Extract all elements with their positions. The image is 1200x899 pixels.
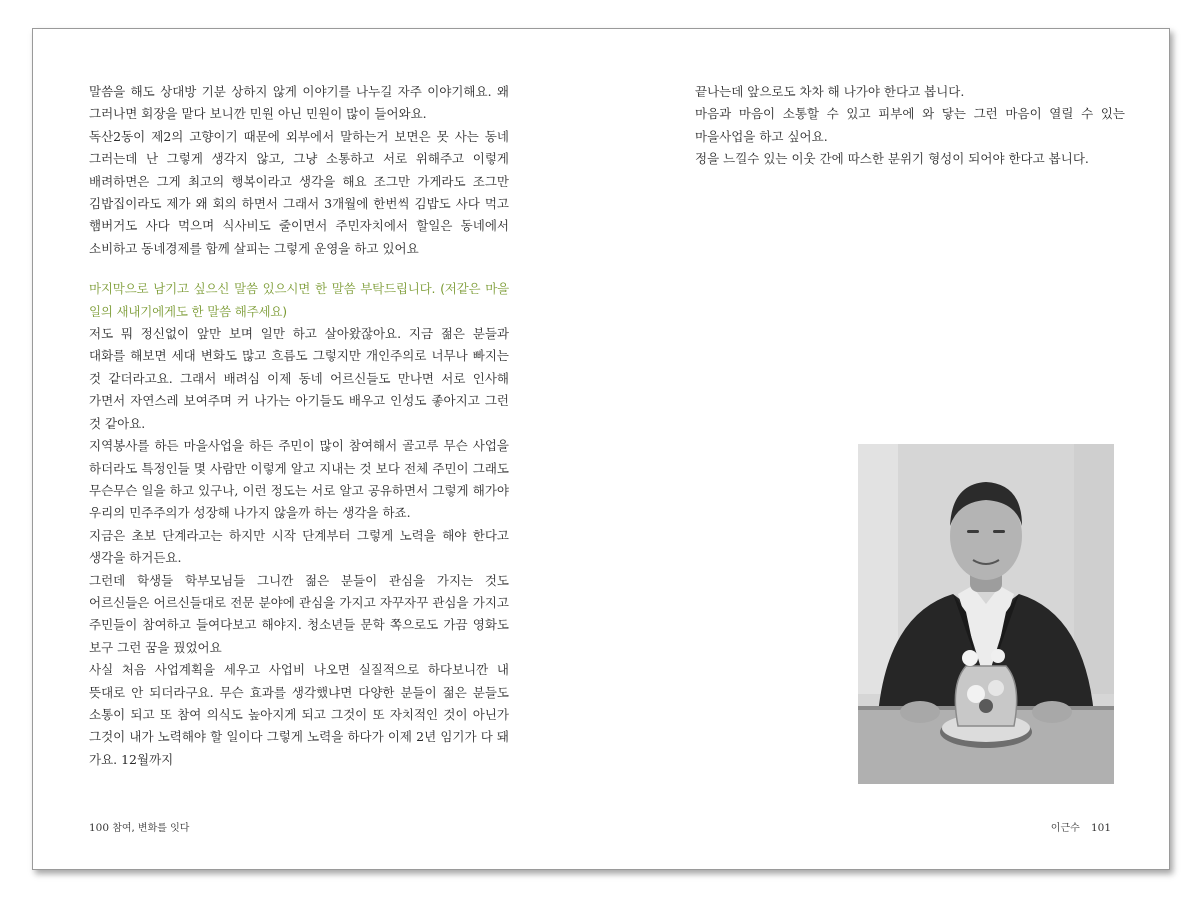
paragraph: 지금은 초보 단계라고는 하지만 시작 단계부터 그렇게 노력을 해야 한다고 생각을 하거든요.	[89, 527, 509, 566]
paragraph: 저도 뭐 정신없이 앞만 보며 일만 하고 살아왔잖아요. 지금 젊은 분들과 대화를 해보면 세대 변화도 많고 흐름도 그렇지만 개인주의로 너무나 빠지는 것 같더라고요. 그래서 배려심 이제 동네 어르신들도 만나면 서로 인사해 가면서 자연스레 보여주며 커 나가는 아기들도 배우고 인성도 좋아지고 그런 것 같아요.	[89, 326, 509, 431]
left-folio	[89, 819, 189, 834]
portrait-illustration	[858, 444, 1114, 784]
left-page-text	[89, 81, 509, 771]
paragraph: 지역봉사를 하든 마을사업을 하든 주민이 많이 참여해서 골고루 무슨 사업을 하더라도 특정인들 몇 사람만 이렇게 알고 지내는 것 보다 전체 주민이 그래도 무슨무슨 일을 하고 있구나, 이런 정도는 서로 알고 공유하면서 그렇게 해가야 우리의 민주주의가 성장해 나가지 않을까 하는 생각을 하죠.	[89, 438, 509, 521]
paragraph: 마음과 마음이 소통할 수 있고 피부에 와 닿는 그런 마음이 열릴 수 있는 마을사업을 하고 싶어요.	[695, 106, 1125, 144]
page-number: 101	[1090, 822, 1111, 834]
paragraph: 말씀을 해도 상대방 기분 상하지 않게 이야기를 나누길 자주 이야기해요. 왜 그러나면 회장을 맡다 보니깐 민원 아닌 민원이 많이 들어와요.	[89, 84, 509, 122]
right-page-text	[695, 81, 1125, 171]
interview-question: 마지막으로 남기고 싶으신 말씀 있으시면 한 말씀 부탁드립니다. (저같은 마을 일의 새내기에게도 한 말씀 해주세요)	[89, 281, 509, 319]
book-spread	[32, 28, 1170, 870]
interviewee-name: 이근수	[1050, 823, 1080, 834]
paragraph: 사실 처음 사업계획을 세우고 사업비 나오면 실질적으로 하다보니깐 내 뜻대로 안 되더라구요. 무슨 효과를 생각했냐면 다양한 분들이 젊은 분들도 소통이 되고 또 참여 의식도 높아지게 되고 그것이 또 자치적인 것이 아닌가 그것이 내가 노력해야 할 일이다 그렇게 노력을 하다가 이제 2년 임기가 다 돼 가요. 12월까지	[89, 662, 509, 767]
paragraph: 독산2동이 제2의 고향이기 때문에 외부에서 말하는거 보면은 못 사는 동네 그러는데 난 그렇게 생각지 않고, 그냥 소통하고 서로 위해주고 이렇게 배려하면은 그게 최고의 행복이라고 생각을 해요 조그만 가게라도 조그만 김밥집이라도 제가 왜 회의 하면서 그래서 3개월에 한번씩 김밥도 사다 먹고 햄버거도 사다 먹으며 식사비도 줄이면서 주민자치에서 할일은 동네에서 소비하고 동네경제를 함께 살피는 그렇게 운영을 하고 있어요	[89, 128, 509, 256]
right-folio	[1051, 819, 1111, 834]
paragraph: 끝나는데 앞으로도 차차 해 나가야 한다고 봅니다.	[695, 84, 965, 99]
interviewee-photo	[858, 444, 1114, 784]
paragraph: 그런데 학생들 학부모님들 그니깐 젊은 분들이 관심을 가지는 것도 어르신들은 어르신들대로 전문 분야에 관심을 가지고 자꾸자꾸 관심을 가지고 주민들이 참여하고 들여다보고 해야지. 청소년들 문학 쪽으로도 가끔 영화도 보구 그런 꿈을 꿨었어요	[89, 572, 509, 655]
book-section-title: 참여, 변화를 잇다	[112, 823, 190, 834]
paragraph: 정을 느낄수 있는 이웃 간에 따스한 분위기 형성이 되어야 한다고 봅니다.	[695, 151, 1089, 167]
page-number: 100	[89, 822, 110, 834]
